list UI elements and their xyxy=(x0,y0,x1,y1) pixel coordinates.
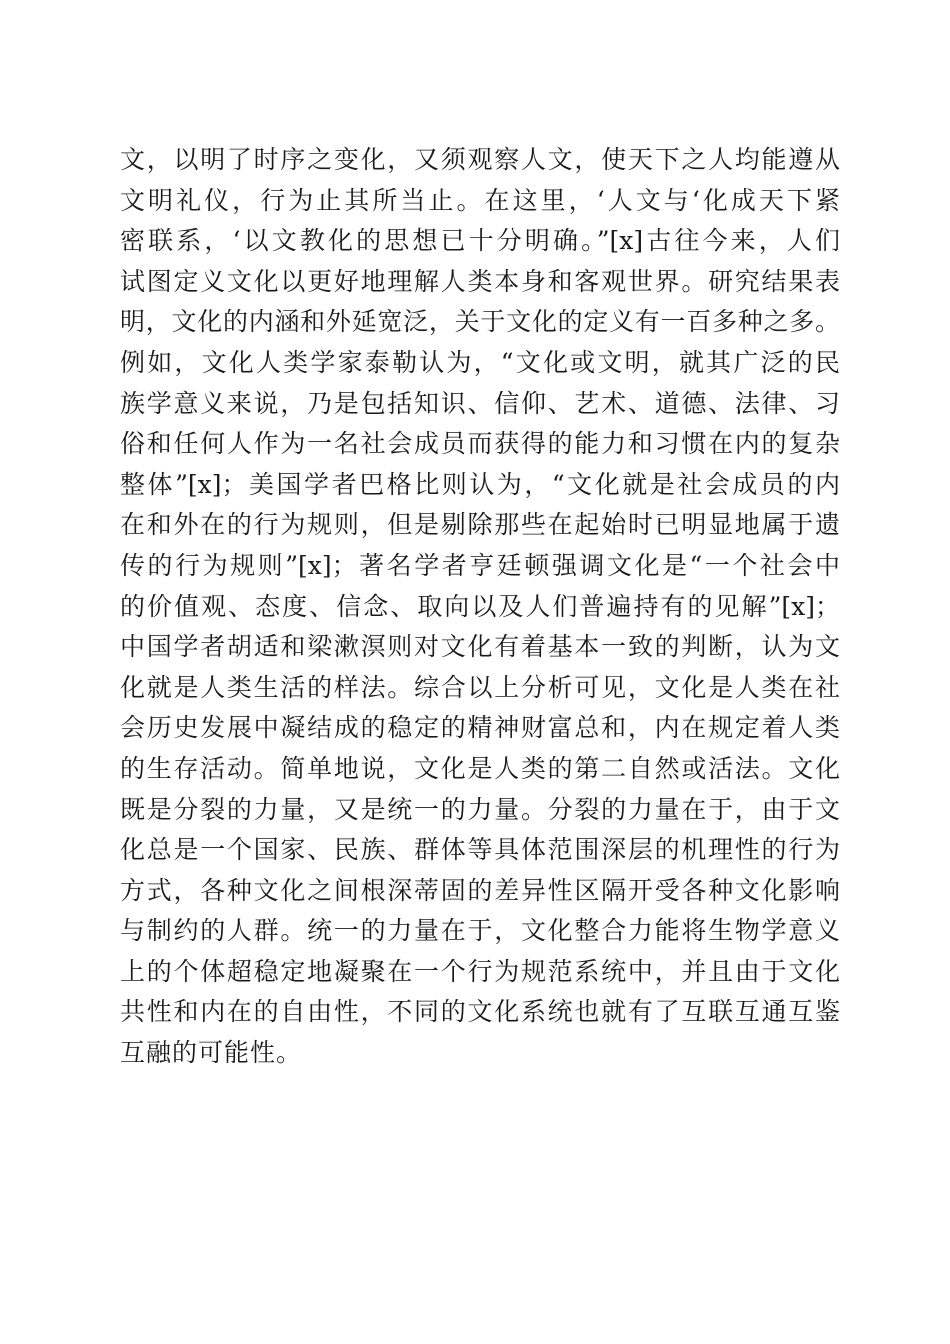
text-line: 共性和内在的自由性，不同的文化系统也就有了互联互通互鉴 xyxy=(120,997,840,1027)
text-line: 整体”[x]；美国学者巴格比则认为，“文化就是社会成员的内 xyxy=(120,469,840,499)
text-line: 化总是一个国家、民族、群体等具体范围深层的机理性的行为 xyxy=(120,835,840,865)
text-line: 与制约的人群。统一的力量在于，文化整合力能将生物学意义 xyxy=(120,916,840,946)
text-line: 明，文化的内涵和外延宽泛，关于文化的定义有一百多种之多。 xyxy=(120,307,840,337)
text-line: 方式，各种文化之间根深蒂固的差异性区隔开受各种文化影响 xyxy=(120,875,840,905)
text-line: 密联系，‘以文教化的思想已十分明确。”[x]古往今来，人们 xyxy=(120,226,840,256)
text-line: 的价值观、态度、信念、取向以及人们普遍持有的见解”[x]； xyxy=(120,591,840,621)
text-line: 族学意义来说，乃是包括知识、信仰、艺术、道德、法律、习 xyxy=(120,388,840,418)
text-line: 试图定义文化以更好地理解人类本身和客观世界。研究结果表 xyxy=(120,266,840,296)
text-line: 既是分裂的力量，又是统一的力量。分裂的力量在于，由于文 xyxy=(120,794,840,824)
text-line: 在和外在的行为规则，但是剔除那些在起始时已明显地属于遗 xyxy=(120,510,840,540)
text-line: 传的行为规则”[x]；著名学者亨廷顿强调文化是“一个社会中 xyxy=(120,550,840,580)
text-line: 文明礼仪，行为止其所当止。在这里，‘人文与‘化成天下紧 xyxy=(120,185,840,215)
body-paragraph xyxy=(120,140,840,1074)
text-line: 的生存活动。简单地说，文化是人类的第二自然或活法。文化 xyxy=(120,753,840,783)
text-line: 文，以明了时序之变化，又须观察人文，使天下之人均能遵从 xyxy=(120,145,840,174)
text-line: 中国学者胡适和梁漱溟则对文化有着基本一致的判断，认为文 xyxy=(120,632,840,662)
text-line: 互融的可能性。 xyxy=(120,1038,303,1068)
text-line: 会历史发展中凝结成的稳定的精神财富总和，内在规定着人类 xyxy=(120,713,840,743)
text-line: 例如，文化人类学家泰勒认为，“文化或文明，就其广泛的民 xyxy=(120,347,840,377)
text-line: 化就是人类生活的样法。综合以上分析可见，文化是人类在社 xyxy=(120,672,840,702)
text-line: 上的个体超稳定地凝聚在一个行为规范系统中，并且由于文化 xyxy=(120,956,840,986)
text-line: 俗和任何人作为一名社会成员而获得的能力和习惯在内的复杂 xyxy=(120,429,840,459)
